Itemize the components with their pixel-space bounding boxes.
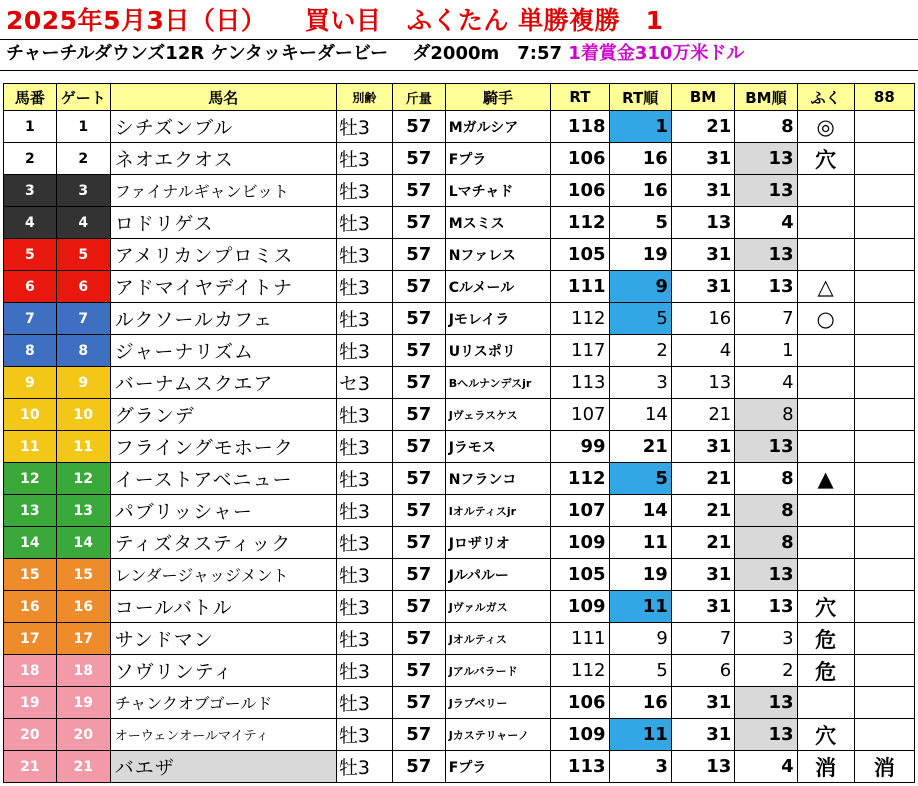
weight-cell: 57 [392, 527, 445, 559]
sex-age-cell: 牡3 [336, 111, 392, 143]
rt-cell: 118 [551, 111, 609, 143]
fuku-mark-cell [797, 399, 854, 431]
horse-number-cell: 21 [4, 751, 57, 783]
horse-name-cell: サンドマン [110, 623, 336, 655]
gate-cell: 3 [56, 175, 110, 207]
rt-cell: 111 [551, 623, 609, 655]
bm-cell: 21 [671, 399, 734, 431]
mark-88-cell [854, 463, 914, 495]
table-row [4, 623, 915, 655]
title-divider [0, 39, 918, 40]
table-row [4, 143, 915, 175]
table-row [4, 687, 915, 719]
gate-cell: 8 [56, 335, 110, 367]
bm-rank-cell: 13 [735, 687, 797, 719]
horse-name-cell: ソヴリンティ [110, 655, 336, 687]
weight-cell: 57 [392, 207, 445, 239]
rt-rank-cell: 16 [609, 143, 671, 175]
bm-cell: 21 [671, 463, 734, 495]
bm-cell: 16 [671, 303, 734, 335]
mark-88-cell: 消 [854, 751, 914, 783]
rt-rank-cell: 14 [609, 495, 671, 527]
bm-cell: 13 [671, 207, 734, 239]
fuku-mark-cell [797, 335, 854, 367]
fuku-mark-cell: 消 [797, 751, 854, 783]
rt-rank-cell: 11 [609, 591, 671, 623]
horse-name-cell: パブリッシャー [110, 495, 336, 527]
table-row [4, 591, 915, 623]
horse-name-cell: レンダージャッジメント [110, 559, 336, 591]
rt-cell: 112 [551, 463, 609, 495]
rt-rank-cell: 11 [609, 527, 671, 559]
sex-age-cell: 牡3 [336, 399, 392, 431]
rt-rank-cell: 19 [609, 559, 671, 591]
bm-rank-cell: 13 [735, 431, 797, 463]
fuku-mark-cell [797, 431, 854, 463]
sex-age-cell: 牡3 [336, 559, 392, 591]
table-row [4, 367, 915, 399]
gate-cell: 4 [56, 207, 110, 239]
bm-cell: 21 [671, 495, 734, 527]
column-header-number: 馬番 [4, 84, 57, 111]
table-row [4, 751, 915, 783]
sex-age-cell: 牡3 [336, 335, 392, 367]
gate-cell: 21 [56, 751, 110, 783]
gate-cell: 13 [56, 495, 110, 527]
horse-number-cell: 13 [4, 495, 57, 527]
gate-cell: 5 [56, 239, 110, 271]
horse-number-cell: 14 [4, 527, 57, 559]
gate-cell: 20 [56, 719, 110, 751]
table-row [4, 207, 915, 239]
column-header-jockey: 騎手 [445, 84, 551, 111]
rt-cell: 105 [551, 559, 609, 591]
bm-cell: 13 [671, 367, 734, 399]
gate-cell: 2 [56, 143, 110, 175]
horse-name-cell: アドマイヤデイトナ [110, 271, 336, 303]
horse-name-cell: バーナムスクエア [110, 367, 336, 399]
horse-number-cell: 3 [4, 175, 57, 207]
mark-88-cell [854, 687, 914, 719]
rt-rank-cell: 5 [609, 207, 671, 239]
rt-cell: 109 [551, 719, 609, 751]
table-row [4, 655, 915, 687]
column-header-gate: ゲート [56, 84, 110, 111]
jockey-cell: Mガルシア [445, 111, 551, 143]
weight-cell: 57 [392, 239, 445, 271]
mark-88-cell [854, 207, 914, 239]
weight-cell: 57 [392, 559, 445, 591]
mark-88-cell [854, 655, 914, 687]
weight-cell: 57 [392, 175, 445, 207]
rt-rank-cell: 9 [609, 623, 671, 655]
weight-cell: 57 [392, 111, 445, 143]
weight-cell: 57 [392, 367, 445, 399]
sex-age-cell: 牡3 [336, 687, 392, 719]
horse-number-cell: 20 [4, 719, 57, 751]
jockey-cell: Fプラ [445, 751, 551, 783]
mark-88-cell [854, 143, 914, 175]
fuku-mark-cell: 危 [797, 655, 854, 687]
jockey-cell: Jルパルー [445, 559, 551, 591]
bm-cell: 21 [671, 527, 734, 559]
bm-rank-cell: 13 [735, 175, 797, 207]
jockey-cell: Jヴァルガス [445, 591, 551, 623]
fuku-mark-cell [797, 687, 854, 719]
horse-name-cell: コールバトル [110, 591, 336, 623]
jockey-cell: Jカステリャーノ [445, 719, 551, 751]
bm-rank-cell: 13 [735, 559, 797, 591]
jockey-cell: Iオルティスjr [445, 495, 551, 527]
jockey-cell: Fプラ [445, 143, 551, 175]
horse-number-cell: 18 [4, 655, 57, 687]
race-entry-table [3, 83, 915, 783]
bm-cell: 21 [671, 111, 734, 143]
jockey-cell: Jラプベリー [445, 687, 551, 719]
rt-rank-cell: 1 [609, 111, 671, 143]
mark-88-cell [854, 367, 914, 399]
bm-cell: 31 [671, 239, 734, 271]
weight-cell: 57 [392, 399, 445, 431]
horse-number-cell: 16 [4, 591, 57, 623]
table-row [4, 239, 915, 271]
sex-age-cell: 牡3 [336, 143, 392, 175]
column-header-bm-rank: BM順 [735, 84, 797, 111]
weight-cell: 57 [392, 687, 445, 719]
gate-cell: 1 [56, 111, 110, 143]
sex-age-cell: 牡3 [336, 303, 392, 335]
gate-cell: 17 [56, 623, 110, 655]
gate-cell: 12 [56, 463, 110, 495]
horse-number-cell: 1 [4, 111, 57, 143]
horse-number-cell: 8 [4, 335, 57, 367]
rt-cell: 109 [551, 527, 609, 559]
sex-age-cell: 牡3 [336, 655, 392, 687]
mark-88-cell [854, 719, 914, 751]
mark-88-cell [854, 623, 914, 655]
bm-rank-cell: 13 [735, 719, 797, 751]
rt-cell: 112 [551, 655, 609, 687]
horse-number-cell: 6 [4, 271, 57, 303]
jockey-cell: Jオルティス [445, 623, 551, 655]
weight-cell: 57 [392, 719, 445, 751]
weight-cell: 57 [392, 463, 445, 495]
bm-rank-cell: 13 [735, 239, 797, 271]
bm-rank-cell: 4 [735, 751, 797, 783]
weight-cell: 57 [392, 623, 445, 655]
rt-cell: 106 [551, 143, 609, 175]
fuku-mark-cell: ◎ [797, 111, 854, 143]
rt-rank-cell: 16 [609, 687, 671, 719]
sex-age-cell: 牡3 [336, 239, 392, 271]
rt-cell: 109 [551, 591, 609, 623]
fuku-mark-cell [797, 239, 854, 271]
sex-age-cell: 牡3 [336, 271, 392, 303]
bm-cell: 31 [671, 431, 734, 463]
table-row [4, 303, 915, 335]
weight-cell: 57 [392, 303, 445, 335]
mark-88-cell [854, 335, 914, 367]
horse-number-cell: 7 [4, 303, 57, 335]
horse-number-cell: 4 [4, 207, 57, 239]
subtitle-divider [0, 70, 918, 71]
rt-cell: 117 [551, 335, 609, 367]
mark-88-cell [854, 239, 914, 271]
gate-cell: 18 [56, 655, 110, 687]
sex-age-cell: 牡3 [336, 463, 392, 495]
table-row [4, 495, 915, 527]
rt-rank-cell: 19 [609, 239, 671, 271]
bm-rank-cell: 3 [735, 623, 797, 655]
mark-88-cell [854, 527, 914, 559]
fuku-mark-cell: 穴 [797, 591, 854, 623]
bm-rank-cell: 13 [735, 591, 797, 623]
jockey-cell: Nファレス [445, 239, 551, 271]
horse-number-cell: 15 [4, 559, 57, 591]
table-row [4, 335, 915, 367]
horse-name-cell: ファイナルギャンビット [110, 175, 336, 207]
sex-age-cell: 牡3 [336, 719, 392, 751]
horse-name-cell: シチズンブル [110, 111, 336, 143]
fuku-mark-cell [797, 495, 854, 527]
mark-88-cell [854, 399, 914, 431]
jockey-cell: Mスミス [445, 207, 551, 239]
rt-rank-cell: 16 [609, 175, 671, 207]
sex-age-cell: 牡3 [336, 591, 392, 623]
sex-age-cell: 牡3 [336, 175, 392, 207]
table-row [4, 463, 915, 495]
bm-rank-cell: 8 [735, 527, 797, 559]
gate-cell: 16 [56, 591, 110, 623]
column-header-88: 88 [854, 84, 914, 111]
gate-cell: 14 [56, 527, 110, 559]
rt-rank-cell: 5 [609, 463, 671, 495]
rt-cell: 111 [551, 271, 609, 303]
rt-cell: 112 [551, 303, 609, 335]
table-row [4, 527, 915, 559]
rt-rank-cell: 3 [609, 751, 671, 783]
bm-cell: 7 [671, 623, 734, 655]
weight-cell: 57 [392, 335, 445, 367]
rt-rank-cell: 2 [609, 335, 671, 367]
race-name: チャーチルダウンズ12R ケンタッキーダービー ダ2000m 7:57 [6, 43, 569, 64]
rt-rank-cell: 5 [609, 303, 671, 335]
gate-cell: 9 [56, 367, 110, 399]
jockey-cell: Jロザリオ [445, 527, 551, 559]
rt-cell: 113 [551, 367, 609, 399]
bm-rank-cell: 8 [735, 463, 797, 495]
rt-cell: 99 [551, 431, 609, 463]
fuku-mark-cell: 危 [797, 623, 854, 655]
sex-age-cell: 牡3 [336, 495, 392, 527]
horse-name-cell: ジャーナリズム [110, 335, 336, 367]
jockey-cell: Cルメール [445, 271, 551, 303]
gate-cell: 7 [56, 303, 110, 335]
fuku-mark-cell [797, 559, 854, 591]
jockey-cell: Jモレイラ [445, 303, 551, 335]
horse-number-cell: 19 [4, 687, 57, 719]
weight-cell: 57 [392, 751, 445, 783]
rt-rank-cell: 5 [609, 655, 671, 687]
horse-name-cell: バエザ [110, 751, 336, 783]
bm-rank-cell: 13 [735, 271, 797, 303]
table-header-row [4, 84, 915, 111]
column-header-rt: RT [551, 84, 609, 111]
rt-rank-cell: 21 [609, 431, 671, 463]
horse-name-cell: ネオエクオス [110, 143, 336, 175]
horse-name-cell: チャンクオブゴールド [110, 687, 336, 719]
bm-rank-cell: 7 [735, 303, 797, 335]
fuku-mark-cell: ▲ [797, 463, 854, 495]
fuku-mark-cell [797, 175, 854, 207]
rt-cell: 105 [551, 239, 609, 271]
mark-88-cell [854, 175, 914, 207]
rt-cell: 112 [551, 207, 609, 239]
bm-cell: 31 [671, 591, 734, 623]
horse-number-cell: 5 [4, 239, 57, 271]
bm-cell: 31 [671, 719, 734, 751]
sex-age-cell: セ3 [336, 367, 392, 399]
sex-age-cell: 牡3 [336, 751, 392, 783]
weight-cell: 57 [392, 431, 445, 463]
jockey-cell: Lマチャド [445, 175, 551, 207]
column-header-sex-age: 別齢 [336, 84, 392, 111]
fuku-mark-cell [797, 527, 854, 559]
column-header-rt-rank: RT順 [609, 84, 671, 111]
rt-rank-cell: 11 [609, 719, 671, 751]
jockey-cell: Nフランコ [445, 463, 551, 495]
rt-rank-cell: 9 [609, 271, 671, 303]
fuku-mark-cell: 穴 [797, 143, 854, 175]
prize-money: 1着賞金310万米ドル [568, 43, 745, 64]
fuku-mark-cell: △ [797, 271, 854, 303]
jockey-cell: Bヘルナンデスjr [445, 367, 551, 399]
bm-rank-cell: 1 [735, 335, 797, 367]
fuku-mark-cell [797, 367, 854, 399]
table-row [4, 175, 915, 207]
gate-cell: 19 [56, 687, 110, 719]
rt-cell: 106 [551, 175, 609, 207]
weight-cell: 57 [392, 655, 445, 687]
bm-cell: 31 [671, 271, 734, 303]
bm-cell: 31 [671, 143, 734, 175]
rt-rank-cell: 3 [609, 367, 671, 399]
bm-rank-cell: 8 [735, 399, 797, 431]
bm-rank-cell: 4 [735, 367, 797, 399]
bm-rank-cell: 13 [735, 143, 797, 175]
weight-cell: 57 [392, 271, 445, 303]
horse-name-cell: グランデ [110, 399, 336, 431]
horse-name-cell: オーウェンオールマイティ [110, 719, 336, 751]
horse-name-cell: アメリカンプロミス [110, 239, 336, 271]
gate-cell: 11 [56, 431, 110, 463]
fuku-mark-cell: 穴 [797, 719, 854, 751]
fuku-mark-cell: ○ [797, 303, 854, 335]
rt-cell: 107 [551, 495, 609, 527]
rt-cell: 107 [551, 399, 609, 431]
weight-cell: 57 [392, 495, 445, 527]
gate-cell: 6 [56, 271, 110, 303]
sex-age-cell: 牡3 [336, 623, 392, 655]
jockey-cell: Jアルバラード [445, 655, 551, 687]
weight-cell: 57 [392, 591, 445, 623]
rt-cell: 113 [551, 751, 609, 783]
jockey-cell: Uリスポリ [445, 335, 551, 367]
gate-cell: 10 [56, 399, 110, 431]
horse-name-cell: ティズタスティック [110, 527, 336, 559]
bm-rank-cell: 8 [735, 111, 797, 143]
mark-88-cell [854, 591, 914, 623]
table-row [4, 719, 915, 751]
bm-rank-cell: 4 [735, 207, 797, 239]
horse-number-cell: 2 [4, 143, 57, 175]
bm-cell: 31 [671, 687, 734, 719]
mark-88-cell [854, 271, 914, 303]
bm-cell: 31 [671, 559, 734, 591]
sex-age-cell: 牡3 [336, 527, 392, 559]
table-row [4, 111, 915, 143]
horse-number-cell: 10 [4, 399, 57, 431]
rt-rank-cell: 14 [609, 399, 671, 431]
bm-cell: 4 [671, 335, 734, 367]
mark-88-cell [854, 303, 914, 335]
mark-88-cell [854, 431, 914, 463]
table-row [4, 559, 915, 591]
column-header-bm: BM [671, 84, 734, 111]
horse-name-cell: フライングモホーク [110, 431, 336, 463]
weight-cell: 57 [392, 143, 445, 175]
table-row [4, 399, 915, 431]
jockey-cell: Jヴェラスケス [445, 399, 551, 431]
jockey-cell: Jラモス [445, 431, 551, 463]
mark-88-cell [854, 111, 914, 143]
table-row [4, 431, 915, 463]
column-header-weight: 斤量 [392, 84, 445, 111]
bm-cell: 6 [671, 655, 734, 687]
bm-cell: 31 [671, 175, 734, 207]
race-info [6, 40, 744, 68]
fuku-mark-cell [797, 207, 854, 239]
horse-number-cell: 9 [4, 367, 57, 399]
bm-cell: 13 [671, 751, 734, 783]
page-title: 2025年5月3日（日） 買い目 ふくたん 単勝複勝 1 [6, 6, 664, 35]
mark-88-cell [854, 495, 914, 527]
column-header-horse-name: 馬名 [110, 84, 336, 111]
bm-rank-cell: 8 [735, 495, 797, 527]
gate-cell: 15 [56, 559, 110, 591]
sex-age-cell: 牡3 [336, 431, 392, 463]
mark-88-cell [854, 559, 914, 591]
horse-number-cell: 17 [4, 623, 57, 655]
horse-name-cell: イーストアベニュー [110, 463, 336, 495]
horse-number-cell: 12 [4, 463, 57, 495]
horse-name-cell: ロドリゲス [110, 207, 336, 239]
column-header-fuku: ふく [797, 84, 854, 111]
horse-number-cell: 11 [4, 431, 57, 463]
sex-age-cell: 牡3 [336, 207, 392, 239]
horse-name-cell: ルクソールカフェ [110, 303, 336, 335]
rt-cell: 106 [551, 687, 609, 719]
table-row [4, 271, 915, 303]
bm-rank-cell: 2 [735, 655, 797, 687]
